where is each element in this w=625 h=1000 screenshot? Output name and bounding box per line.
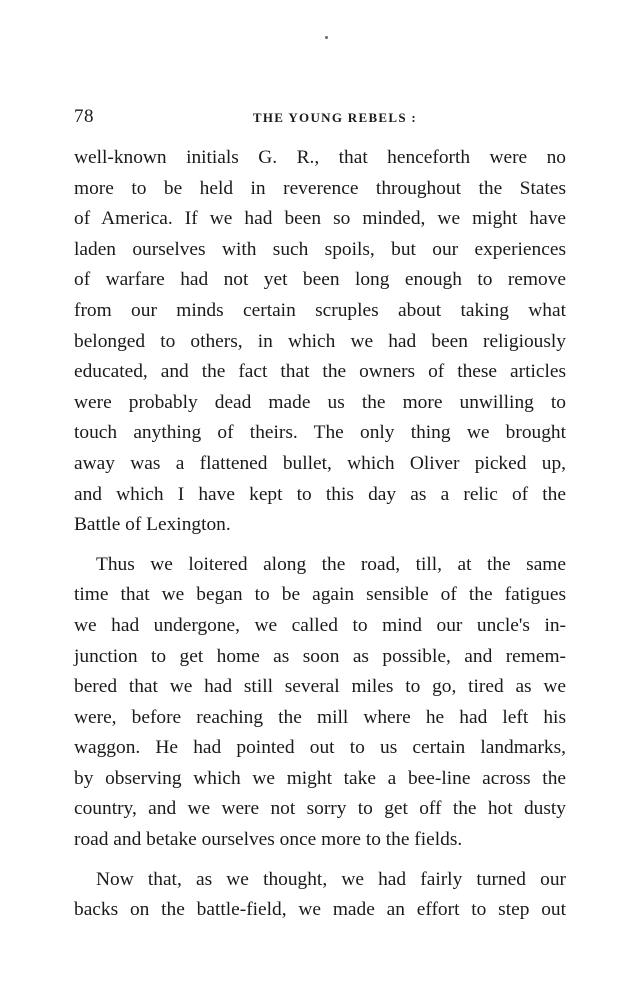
- text-line: country, and we were not sorry to get off the hot dusty: [74, 798, 566, 820]
- text-line: well-known initials G. R., that henceforth were no: [74, 147, 566, 168]
- text-line: of America. If we had been so minded, we might have: [74, 208, 566, 230]
- text-line: and which I have kept to this day as a relic of the: [74, 483, 566, 505]
- text-line: junction to get home as soon as possible, and remem-: [74, 645, 566, 667]
- text-line: Battle of Lexington.: [74, 514, 231, 536]
- paper-speck: [325, 36, 328, 39]
- text-line: bered that we had still several miles to go, tired as we: [74, 676, 566, 698]
- page-number: 78: [74, 106, 94, 127]
- text-line: we had undergone, we called to mind our uncle's in-: [74, 614, 566, 636]
- text-line: time that we began to be again sensible of the fatigues: [74, 584, 566, 606]
- paragraph-gap: [74, 541, 566, 550]
- text-line: road and betake ourselves once more to the fields.: [74, 829, 463, 851]
- text-line: belonged to others, in which we had been religiously: [74, 330, 566, 352]
- paragraph-gap: [74, 856, 566, 865]
- text-line: more to be held in reverence throughout the States: [74, 177, 566, 199]
- body-text: [74, 143, 566, 926]
- running-title: THE YOUNG REBELS :: [252, 110, 418, 125]
- text-line: away was a flattened bullet, which Oliver picked up,: [74, 452, 566, 474]
- text-line: educated, and the fact that the owners of these articles: [74, 361, 566, 383]
- text-line: of warfare had not yet been long enough to remove: [74, 269, 566, 291]
- text-line: by observing which we might take a bee-line across the: [74, 767, 566, 789]
- text-line: waggon. He had pointed out to us certain landmarks,: [74, 737, 566, 759]
- text-line: were probably dead made us the more unwilling to: [74, 391, 566, 413]
- text-line: Thus we loitered along the road, till, at the same: [96, 553, 566, 575]
- text-line: from our minds certain scruples about taking what: [74, 299, 566, 321]
- text-line: touch anything of theirs. The only thing we brought: [74, 422, 566, 444]
- text-line: laden ourselves with such spoils, but our experiences: [74, 238, 566, 260]
- text-line: Now that, as we thought, we had fairly turned our: [96, 868, 566, 890]
- text-line: backs on the battle-field, we made an effort to step out: [74, 899, 566, 921]
- text-line: were, before reaching the mill where he had left his: [74, 706, 566, 728]
